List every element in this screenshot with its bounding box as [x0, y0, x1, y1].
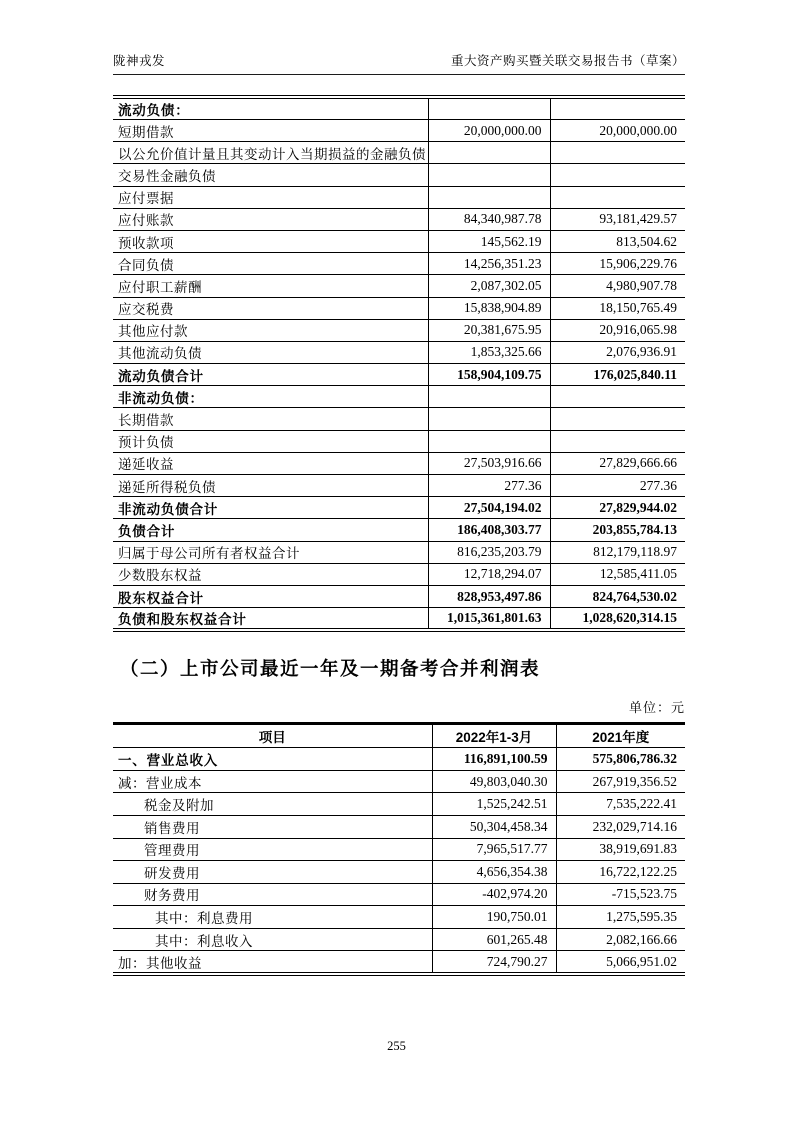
row-value-prior: 277.36	[550, 475, 685, 497]
row-value-prior: -715,523.75	[556, 883, 685, 906]
row-value-current: 12,718,294.07	[428, 563, 550, 585]
row-value-prior: 18,150,765.49	[550, 297, 685, 319]
row-value-prior: 20,000,000.00	[550, 120, 685, 142]
row-label: 以公允价值计量且其变动计入当期损益的金融负债	[113, 142, 428, 164]
table-row	[113, 906, 685, 929]
row-label: 负债和股东权益合计	[113, 608, 428, 631]
table-row	[113, 861, 685, 884]
row-value-current: 49,803,040.30	[432, 770, 556, 793]
row-label: 其中：利息费用	[113, 906, 432, 929]
row-value-prior: 2,082,166.66	[556, 928, 685, 951]
row-value-current: 15,838,904.89	[428, 297, 550, 319]
row-value-current: 7,965,517.77	[432, 838, 556, 861]
table-row	[113, 770, 685, 793]
balance-sheet-table	[113, 95, 685, 632]
column-header-period-prior: 2021年度	[556, 724, 685, 748]
row-value-prior: 812,179,118.97	[550, 541, 685, 563]
row-value-current: 190,750.01	[432, 906, 556, 929]
table-row	[113, 186, 685, 208]
table-row	[113, 208, 685, 230]
row-label: 流动负债：	[113, 97, 428, 120]
table-row	[113, 838, 685, 861]
row-value-prior: 267,919,356.52	[556, 770, 685, 793]
row-value-current: 84,340,987.78	[428, 208, 550, 230]
row-label: 应付职工薪酬	[113, 275, 428, 297]
row-value-current: 20,381,675.95	[428, 319, 550, 341]
row-value-prior	[550, 186, 685, 208]
row-value-prior: 1,275,595.35	[556, 906, 685, 929]
row-label: 递延收益	[113, 452, 428, 474]
table-row	[113, 815, 685, 838]
table-row	[113, 541, 685, 563]
row-value-current	[428, 164, 550, 186]
row-value-prior: 7,535,222.41	[556, 793, 685, 816]
row-label: 非流动负债合计	[113, 497, 428, 519]
page-number: 255	[387, 1039, 406, 1053]
row-value-current: 277.36	[428, 475, 550, 497]
income-statement-body	[113, 748, 685, 974]
row-label: 减：营业成本	[113, 770, 432, 793]
table-row	[113, 748, 685, 771]
row-value-prior	[550, 408, 685, 430]
row-value-current: 186,408,303.77	[428, 519, 550, 541]
row-label: 税金及附加	[113, 793, 432, 816]
row-label: 应付票据	[113, 186, 428, 208]
table-row	[113, 452, 685, 474]
table-row	[113, 497, 685, 519]
row-label: 销售费用	[113, 815, 432, 838]
row-value-prior: 93,181,429.57	[550, 208, 685, 230]
row-label: 应付账款	[113, 208, 428, 230]
row-label: 递延所得税负债	[113, 475, 428, 497]
row-label: 其他应付款	[113, 319, 428, 341]
row-label: 应交税费	[113, 297, 428, 319]
row-value-prior: 2,076,936.91	[550, 341, 685, 363]
table-row	[113, 563, 685, 585]
row-value-prior: 15,906,229.76	[550, 253, 685, 275]
page-content	[113, 0, 685, 976]
row-value-current: 14,256,351.23	[428, 253, 550, 275]
row-value-current	[428, 142, 550, 164]
row-value-current	[428, 430, 550, 452]
row-value-current: 2,087,302.05	[428, 275, 550, 297]
table-row	[113, 928, 685, 951]
row-value-current: 27,503,916.66	[428, 452, 550, 474]
row-value-current: 828,953,497.86	[428, 585, 550, 607]
row-value-prior: 27,829,666.66	[550, 452, 685, 474]
table-row	[113, 608, 685, 631]
header-report-title: 重大资产购买暨关联交易报告书（草案）	[450, 54, 685, 68]
row-label: 合同负债	[113, 253, 428, 275]
row-value-current: 20,000,000.00	[428, 120, 550, 142]
row-label: 流动负债合计	[113, 364, 428, 386]
running-header	[113, 51, 685, 75]
row-value-current: 27,504,194.02	[428, 497, 550, 519]
table-row	[113, 142, 685, 164]
table-row	[113, 883, 685, 906]
row-value-prior: 12,585,411.05	[550, 563, 685, 585]
row-value-prior: 203,855,784.13	[550, 519, 685, 541]
row-value-current: -402,974.20	[432, 883, 556, 906]
table-row	[113, 386, 685, 408]
row-label: 一、营业总收入	[113, 748, 432, 771]
row-label: 负债合计	[113, 519, 428, 541]
row-value-prior: 5,066,951.02	[556, 951, 685, 974]
header-company-name: 陇神戎发	[113, 54, 166, 68]
row-value-prior	[550, 142, 685, 164]
row-value-current: 724,790.27	[432, 951, 556, 974]
row-label: 财务费用	[113, 883, 432, 906]
row-value-current: 816,235,203.79	[428, 541, 550, 563]
row-value-current: 116,891,100.59	[432, 748, 556, 771]
row-value-current	[428, 97, 550, 120]
table-row	[113, 275, 685, 297]
row-value-prior: 824,764,530.02	[550, 585, 685, 607]
row-value-prior: 232,029,714.16	[556, 815, 685, 838]
row-value-current: 601,265.48	[432, 928, 556, 951]
row-label: 短期借款	[113, 120, 428, 142]
table-row	[113, 951, 685, 974]
row-value-prior: 1,028,620,314.15	[550, 608, 685, 631]
table-row	[113, 430, 685, 452]
row-value-current: 50,304,458.34	[432, 815, 556, 838]
row-value-prior: 813,504.62	[550, 230, 685, 252]
income-statement-table	[113, 722, 685, 975]
row-value-current: 145,562.19	[428, 230, 550, 252]
table-row	[113, 585, 685, 607]
row-label: 归属于母公司所有者权益合计	[113, 541, 428, 563]
row-value-current: 4,656,354.38	[432, 861, 556, 884]
row-value-prior: 4,980,907.78	[550, 275, 685, 297]
row-label: 加：其他收益	[113, 951, 432, 974]
table-row	[113, 793, 685, 816]
row-value-current	[428, 386, 550, 408]
row-label: 其中：利息收入	[113, 928, 432, 951]
table-row	[113, 519, 685, 541]
row-label: 研发费用	[113, 861, 432, 884]
column-header-item: 项目	[113, 724, 432, 748]
table-row	[113, 297, 685, 319]
table-row	[113, 364, 685, 386]
row-value-prior: 27,829,944.02	[550, 497, 685, 519]
section-heading: （二）上市公司最近一年及一期备考合并利润表	[120, 658, 541, 680]
table-row	[113, 164, 685, 186]
row-value-current: 1,853,325.66	[428, 341, 550, 363]
row-value-current: 1,525,242.51	[432, 793, 556, 816]
row-label: 其他流动负债	[113, 341, 428, 363]
row-value-prior: 16,722,122.25	[556, 861, 685, 884]
row-value-prior	[550, 164, 685, 186]
row-label: 交易性金融负债	[113, 164, 428, 186]
table-row	[113, 319, 685, 341]
row-label: 管理费用	[113, 838, 432, 861]
table-row	[113, 120, 685, 142]
row-value-current	[428, 408, 550, 430]
row-value-prior	[550, 386, 685, 408]
row-value-current: 1,015,361,801.63	[428, 608, 550, 631]
table-row	[113, 253, 685, 275]
row-value-prior: 575,806,786.32	[556, 748, 685, 771]
row-value-prior: 38,919,691.83	[556, 838, 685, 861]
row-label: 预计负债	[113, 430, 428, 452]
row-label: 非流动负债：	[113, 386, 428, 408]
row-label: 股东权益合计	[113, 585, 428, 607]
row-value-prior	[550, 430, 685, 452]
row-value-current: 158,904,109.75	[428, 364, 550, 386]
row-label: 少数股东权益	[113, 563, 428, 585]
row-value-prior: 176,025,840.11	[550, 364, 685, 386]
balance-sheet-body	[113, 97, 685, 630]
table-row	[113, 97, 685, 120]
row-label: 预收款项	[113, 230, 428, 252]
row-value-prior	[550, 97, 685, 120]
unit-label: 单位：元	[628, 700, 685, 716]
table-row	[113, 230, 685, 252]
row-value-prior: 20,916,065.98	[550, 319, 685, 341]
income-table-header-row	[113, 724, 685, 748]
table-row	[113, 341, 685, 363]
column-header-period-current: 2022年1-3月	[432, 724, 556, 748]
row-value-current	[428, 186, 550, 208]
table-row	[113, 475, 685, 497]
table-row	[113, 408, 685, 430]
row-label: 长期借款	[113, 408, 428, 430]
